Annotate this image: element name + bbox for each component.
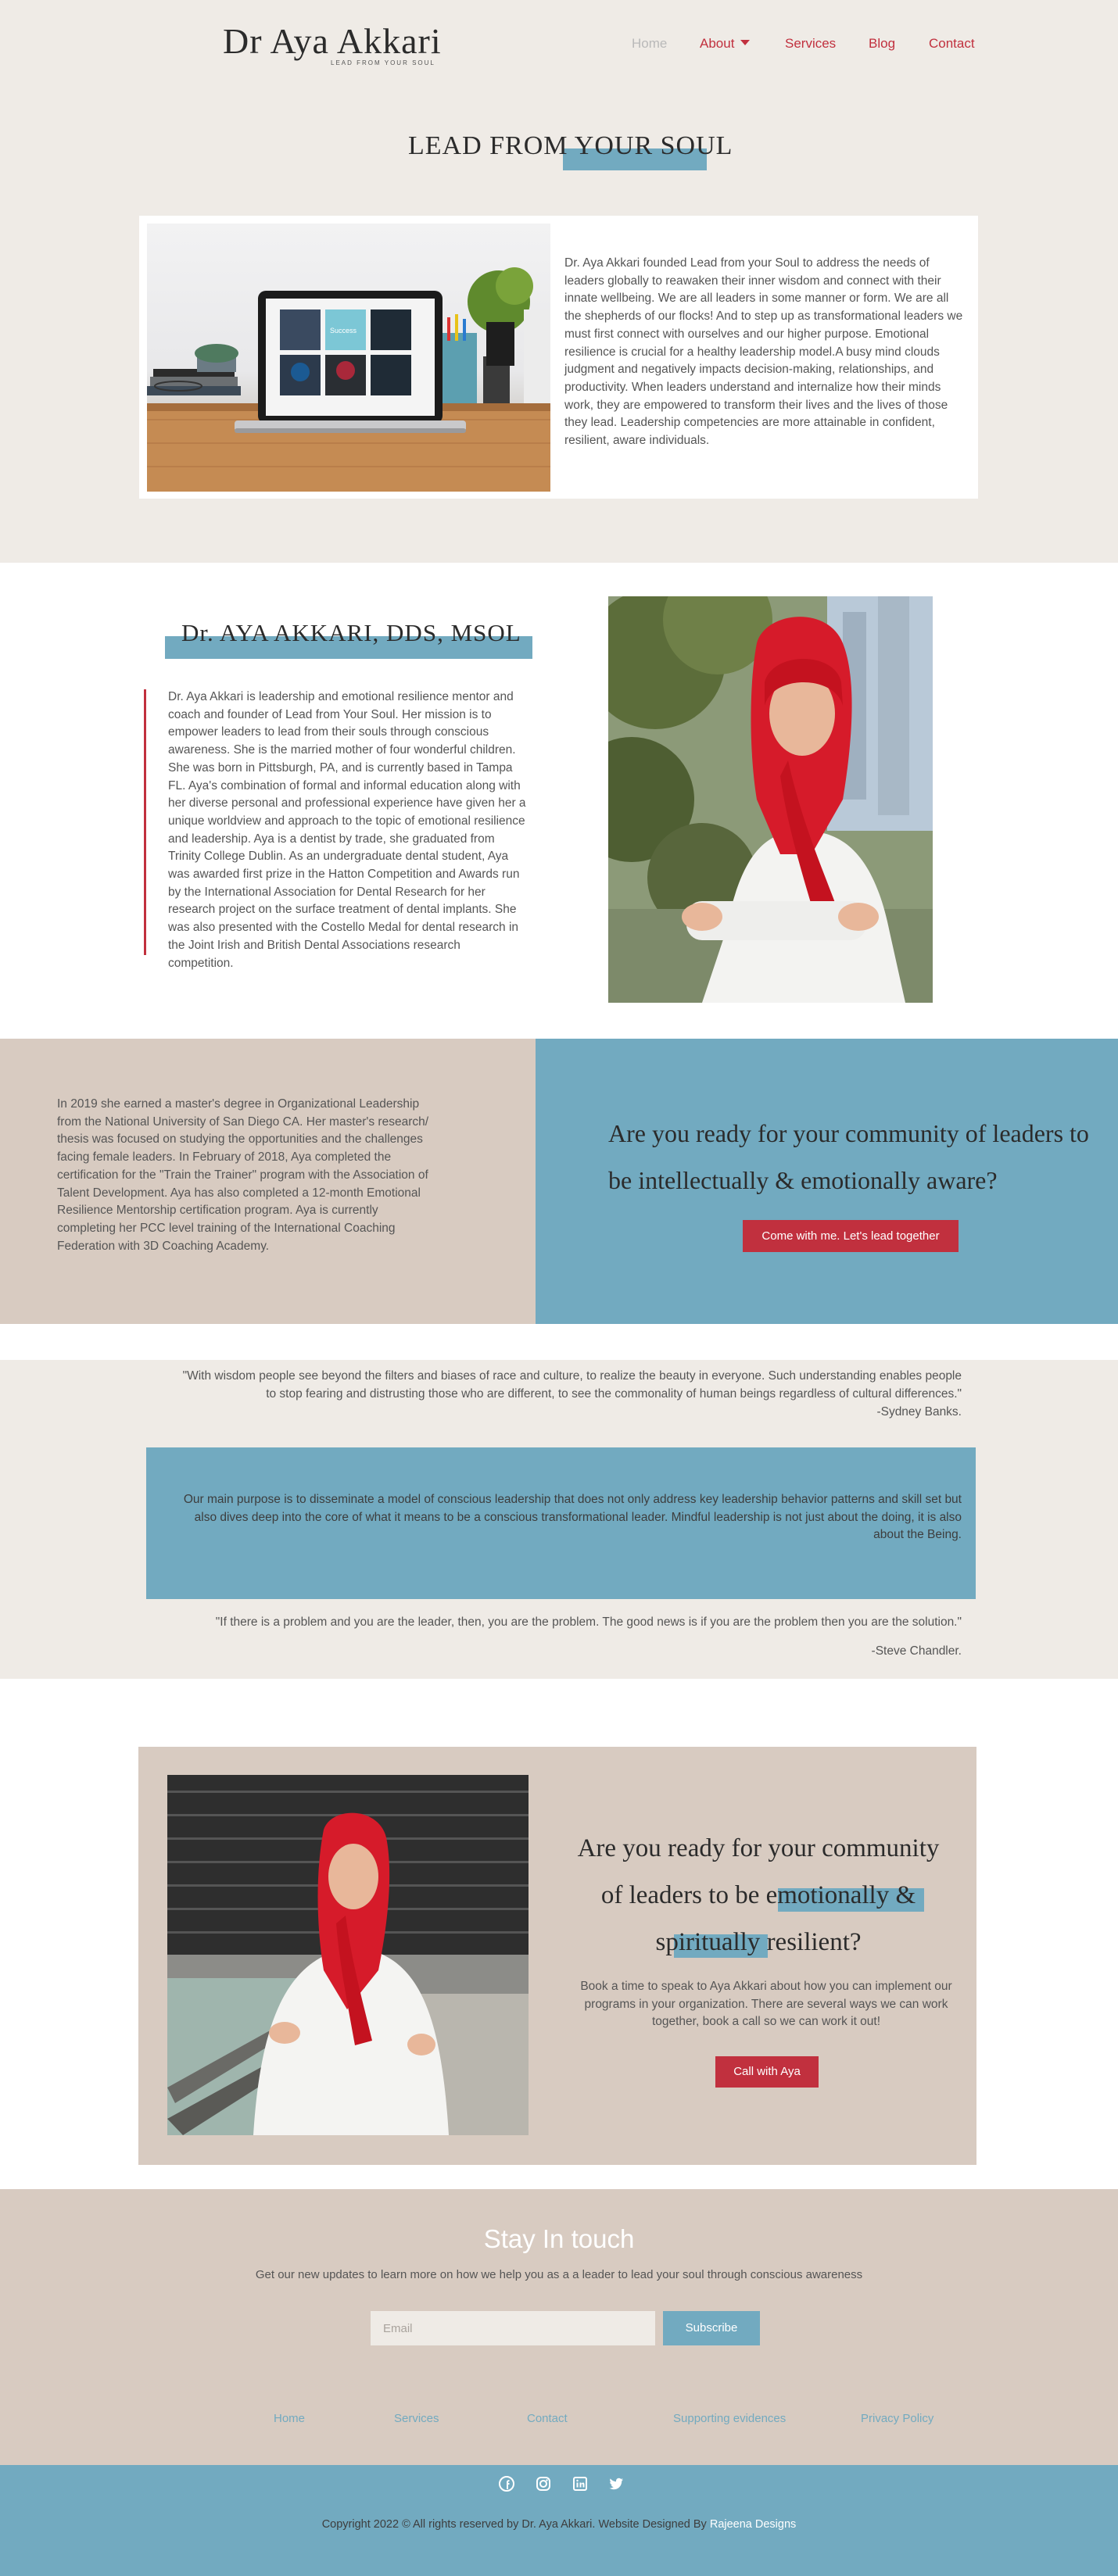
site-logo[interactable] <box>223 20 442 70</box>
portrait-illustration <box>608 596 933 1003</box>
education-paragraph: In 2019 she earned a master's degree in Organizational Leadership from the National University of San Diego CA. Her master's research/ thesis was focused on studying the opportunities and the challenges facing female leaders. In February of 2018, Aya completed the certification for the "Train the Trainer" program with the Association of Talent Development. Aya has also completed a 12-month Emotional Resilience Mentorship certification program. Aya is currently completing her PCC level training of the International Coaching Federation with 3D Coaching Academy. <box>57 1097 429 1253</box>
facebook-icon[interactable] <box>498 2475 515 2492</box>
cta-line-1: Are you ready for your community <box>577 1834 940 1862</box>
linkedin-icon[interactable] <box>572 2475 589 2492</box>
cta-line-3 <box>555 1919 962 1966</box>
cta-portrait-photo <box>167 1775 529 2135</box>
nav-about[interactable] <box>700 36 750 52</box>
nav-blog[interactable]: Blog <box>869 36 896 51</box>
intro-paragraph: Dr. Aya Akkari founded Lead from your Soul to address the needs of leaders globally to reawaken their inner wisdom and connect with their innate wellbeing. We are all leaders in some manner or form. We are all the shepherds of our flocks! And to step up as transformational leaders we must first connect with ourselves and our higher purpose. Emotional resilience is crucial for a healthy leadership model.A busy mind clouds judgment and negatively impacts decision-making, relationships, and productivity. When leaders understand and internalize how their minds work, they are empowered to transform their lives and the lives of those they lead. Leadership competencies are more attainable in confident, resilient, aware individuals. <box>564 256 963 448</box>
community-heading: Are you ready for your community of leaders to be intellectually & emotionally aware? <box>608 1119 1089 1194</box>
email-input[interactable] <box>371 2311 655 2345</box>
newsletter-title: Stay In touch <box>483 2224 635 2253</box>
laptop-illustration <box>147 224 550 492</box>
nav-home[interactable]: Home <box>632 36 668 51</box>
nav-contact[interactable]: Contact <box>929 36 975 51</box>
cta-portrait-illustration <box>167 1775 529 2135</box>
cta-line-2a: of leaders to be <box>600 1881 760 1909</box>
newsletter-subtitle: Get our new updates to learn more on how we help you as a a leader to lead your soul through conscious awareness <box>255 2268 863 2281</box>
footer-link-services[interactable]: Services <box>394 2412 439 2425</box>
nav-services[interactable]: Services <box>785 36 837 51</box>
quote-chandler: "If there is a problem and you are the leader, then, you are the problem. The good news is if you are the problem then you are the solution." <box>215 1615 962 1629</box>
designer-link[interactable]: Rajeena Designs <box>709 2518 797 2531</box>
nav-about-label: About <box>700 36 735 51</box>
cta-line-3b: resilient? <box>766 1928 862 1956</box>
hero-title-part2: YOUR SOUL <box>574 131 733 160</box>
twitter-icon[interactable] <box>607 2475 625 2492</box>
logo-tagline: LEAD FROM YOUR SOUL <box>331 59 435 66</box>
copyright-label: Copyright 2022 © All rights reserved by Dr. Aya Akkari. Website Designed By <box>321 2518 707 2531</box>
purpose-paragraph: Our main purpose is to disseminate a model of conscious leadership that does not only address key leadership behavior patterns and skill set but also dives deep into the core of what it means to be a conscious transformational leader. Mindful leadership is not just about the doing, it is also about the Being. <box>183 1493 962 1542</box>
chevron-down-icon <box>740 40 750 45</box>
footer-link-supporting-evidences[interactable]: Supporting evidences <box>673 2412 787 2425</box>
cta-heading <box>555 1825 962 1966</box>
hero-title-part1: LEAD FROM <box>408 131 568 160</box>
laptop-photo <box>147 224 550 492</box>
logo-text: Dr Aya Akkari <box>223 21 442 61</box>
cta-line-3a: spiritually <box>655 1928 761 1956</box>
lead-together-button[interactable]: Come with me. Let's lead together <box>743 1220 959 1252</box>
subscribe-button[interactable]: Subscribe <box>663 2311 760 2345</box>
bio-paragraph: Dr. Aya Akkari is leadership and emotional resilience mentor and coach and founder of Lead from Your Soul. Her mission is to empower leaders to lead from their souls through conscious awareness. She is the married mother of four wonderful children. She was born in Pittsburgh, PA, and is currently based in Tampa FL. Aya's combination of formal and informal education along with her diverse personal and professional experience have given her a unique worldview and approach to the topic of emotional resilience and leadership. Aya is a dentist by trade, she graduated from Trinity College Dublin. As an undergraduate dental student, Aya was awarded first prize in the Hatton Competition and Awards run by the International Association for Dental Research for her research project on the surface treatment of dental implants. She was also presented with the Costello Medal for dental research in the Joint Irish and British Dental Associations research competition. <box>168 690 526 970</box>
cta-paragraph: Book a time to speak to Aya Akkari about how you can implement our programs in your organization. There are several ways we can work together, book a call so we can work it out! <box>580 1980 952 2029</box>
footer-link-contact[interactable]: Contact <box>527 2412 568 2425</box>
laptop-tile-text: Success <box>330 327 357 335</box>
quote-chandler-author: -Steve Chandler. <box>871 1644 962 1658</box>
instagram-icon[interactable] <box>535 2475 552 2492</box>
call-with-aya-button[interactable]: Call with Aya <box>715 2056 819 2088</box>
cta-line-2b: emotionally & <box>765 1881 916 1909</box>
bio-title: Dr. AYA AKKARI, DDS, MSOL <box>181 619 521 646</box>
hero-title <box>408 131 733 161</box>
quote-sydney: "With wisdom people see beyond the filters and biases of race and culture, to realize the beauty in everyone. Such understanding enables people to stop fearing and distrusting those who are different, to see the commonality of human beings regardless of cultural differences." <box>182 1369 962 1401</box>
footer-link-privacy-policy[interactable]: Privacy Policy <box>861 2412 934 2425</box>
cta-line-2 <box>555 1872 962 1919</box>
footer-link-home[interactable]: Home <box>274 2412 306 2425</box>
bio-accent-bar <box>144 689 146 955</box>
copyright-text <box>0 2518 1118 2531</box>
quote-sydney-author: -Sydney Banks. <box>876 1405 962 1419</box>
portrait-photo <box>608 596 933 1003</box>
